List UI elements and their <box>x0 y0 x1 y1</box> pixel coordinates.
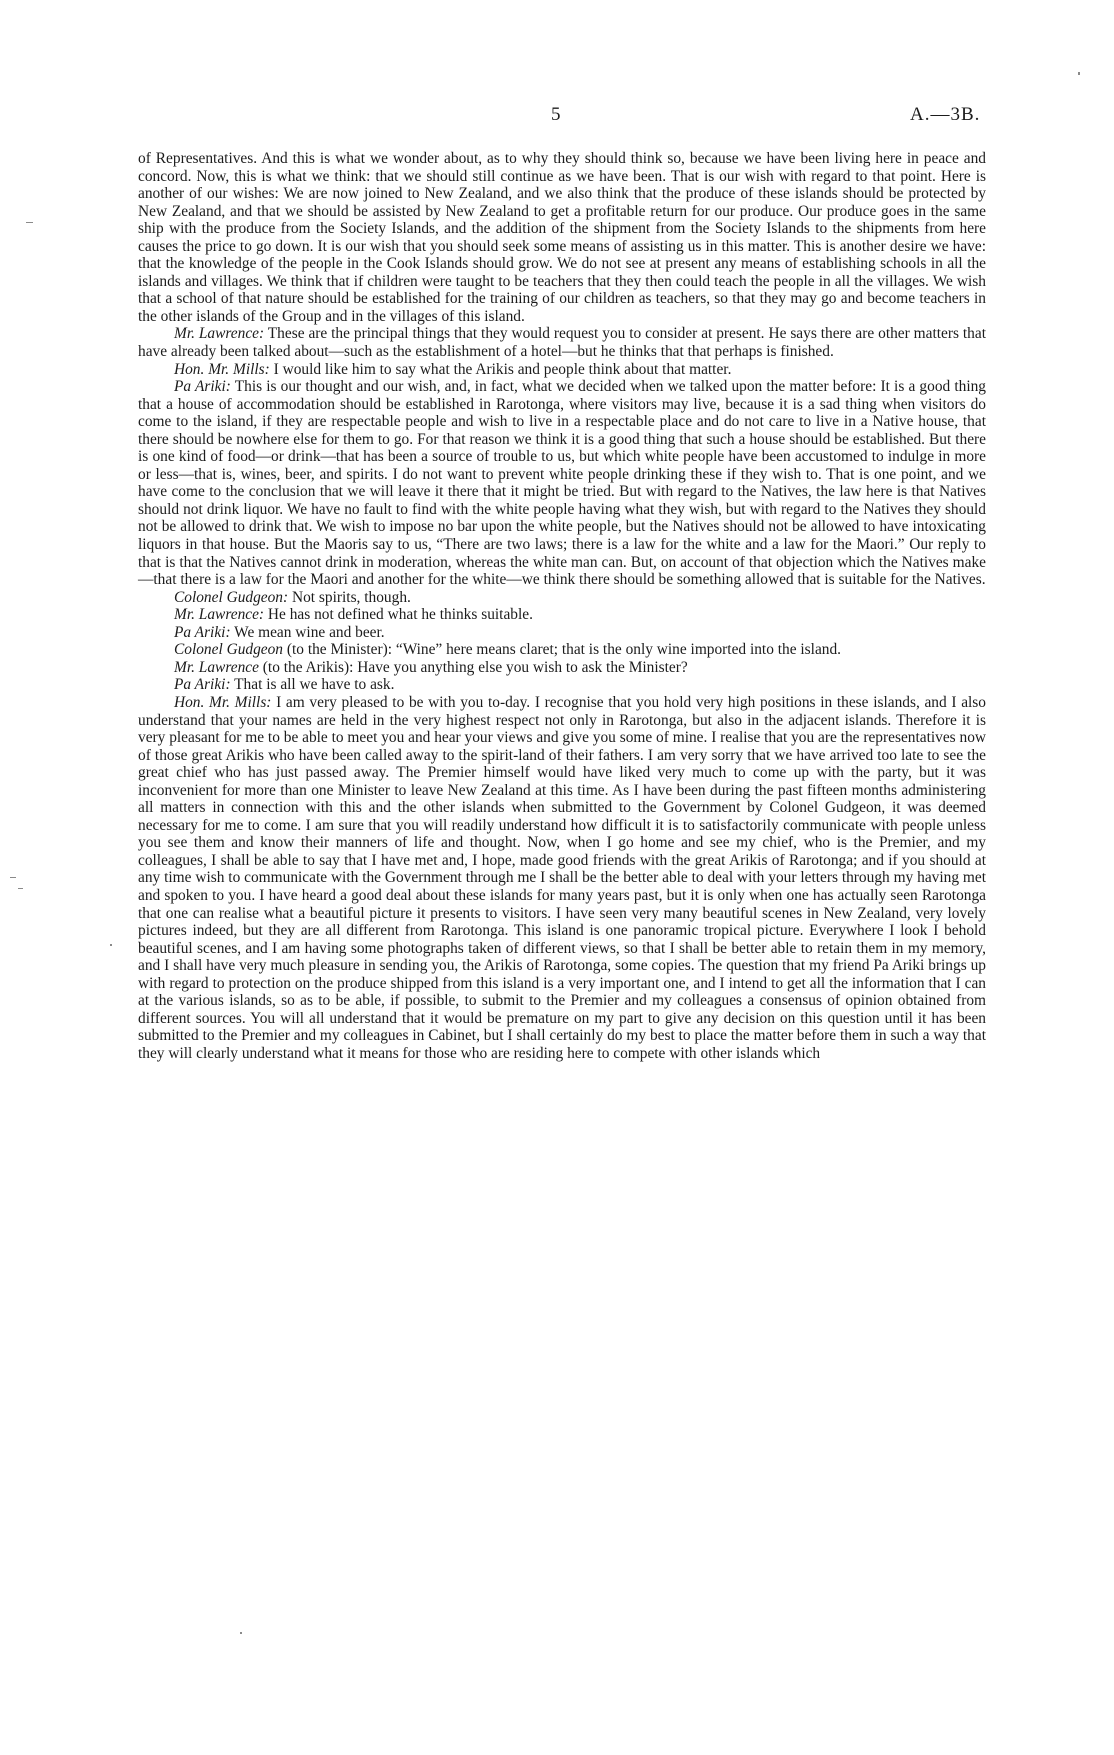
paragraph <box>138 659 986 677</box>
paragraph <box>138 676 986 694</box>
paragraph-text: That is all we have to ask. <box>234 676 395 694</box>
document-reference: A.—3B. <box>910 104 981 125</box>
paragraph <box>138 150 986 325</box>
paragraph <box>138 641 986 659</box>
paragraph-text: He has not defined what he thinks suitable. <box>267 606 533 624</box>
scan-speck <box>110 944 112 946</box>
paragraph <box>138 361 986 379</box>
paragraph <box>138 694 986 1062</box>
speaker-name: Pa Ariki: <box>174 676 231 694</box>
paragraph <box>138 606 986 624</box>
paragraph <box>138 378 986 589</box>
speaker-name: Hon. Mr. Mills: <box>174 360 270 378</box>
speaker-name: Colonel Gudgeon: <box>174 588 289 606</box>
paragraph-text: (to the Arikis): Have you anything else you wish to ask the Minister? <box>262 658 688 676</box>
paragraph-text: of Representatives. And this is what we wonder about, as to why they should think so, because we have been living here in peace and concord. Now, this is what we think: that we should still continue as we have been. That is our wish with regard to that point. Here is another of our wishes: We are now joined to New Zealand, and we also think that the produce of these islands should be protected by New Zealand, and that we should be assisted by New Zealand to get a profitable return for our produce. Our produce goes in the same ship with the produce from the Society Islands, and the addition of the shipment from the Society Islands to the shipments from here causes the price to go down. It is our wish that you should seek some means of assisting us in this matter. This is another desire we have: that the knowledge of the people in the Cook Islands should grow. We do not see at present any means of establishing schools in all the islands and villages. We think that if children were taught to be teachers that they then could teach the people in all the villages. We wish that a school of that nature should be established for the training of our children as teachers, so that they may go and become teachers in the other islands of the Group and in the villages of this island. <box>138 150 986 325</box>
paragraph <box>138 589 986 607</box>
speaker-name: Mr. Lawrence: <box>174 606 265 624</box>
speaker-name: Pa Ariki: <box>174 623 231 641</box>
scan-speck <box>240 1632 242 1634</box>
paragraph-text: We mean wine and beer. <box>234 623 385 641</box>
paragraph-text: These are the principal things that they would request you to consider at present. He says there are other matters that have already been talked about—such as the establishment of a hotel—but he thinks that that perhaps is finished. <box>138 325 986 361</box>
speaker-name: Pa Ariki: <box>174 378 231 396</box>
paragraph <box>138 624 986 642</box>
scan-speck <box>18 888 23 889</box>
speaker-name: Hon. Mr. Mills: <box>174 693 272 711</box>
paragraph-text: Not spirits, though. <box>292 588 411 606</box>
paragraph-text: This is our thought and our wish, and, in fact, what we decided when we talked upon the matter before: It is a good thing that a house of accommodation should be established in Rarotonga, where visitors may live, because it is a sad thing when visitors do come to the island, if they are respectable people and wish to live in a respectable place and do not care to live in a Native house, that there should be nowhere else for them to go. For that reason we think it is a good thing that such a house should be established. But there is one kind of food—or drink—that has been a source of trouble to us, but which white people have been accustomed to indulge in more or less—that is, wines, beer, and spirits. I do not want to prevent white people drinking these if they wish to. That is one point, and we have come to the conclusion that we will leave it there that it might be tried. But with regard to the Natives, the law here is that Natives should not drink liquor. We have no fault to find with the white people having what they wish, but with regard to the Natives they should not be allowed to drink that. We wish to impose no bar upon the white people, but the Natives should not be allowed to have intoxicating liquors in that house. But the Maoris say to us, “There are two laws; there is a law for the white and a law for the Maori.” Our reply to that is that the Natives cannot drink in moderation, whereas the white man can. But, on account of that objection which the Natives make—that there is a law for the Maori and another for the white—we think there should be something allowed that is suitable for the Natives. <box>138 378 986 589</box>
speaker-name: Mr. Lawrence: <box>174 325 265 343</box>
paragraph-text: I am very pleased to be with you to-day. I recognise that you hold very high positions in these islands, and I also understand that your names are held in the very highest respect not only in Rarotonga, but also in the adjacent islands. Therefore it is very pleasant for me to be able to meet you and hear your views and give you some of mine. I realise that you are the representatives now of those great Arikis who have been called away to the spirit-land of their fathers. I am very sorry that we have arrived too late to see the great chief who has just passed away. The Premier himself would have liked very much to come up with the party, but it was inconvenient for more than one Minister to leave New Zealand at this time. As I have been during the past fifteen months administering all matters in connection with this and the other islands when submitted to the Government by Colonel Gudgeon, it was deemed necessary for me to come. I am sure that you will readily understand how difficult it is to satisfactorily communicate with people unless you see them and know their manners of life and thought. Now, when I go home and see my chief, who is the Premier, and my colleagues, I shall be able to say that I have met and, I hope, made good friends with the great Arikis of Rarotonga; and if you should at any time wish to communicate with the Government through me I shall be the better able to deal with your letters through my having met and spoken to you. I have heard a good deal about these islands for many years past, but it is only when one has actually seen Rarotonga that one can realise what a beautiful picture it presents to visitors. I have seen very many beautiful scenes in New Zealand, very lovely pictures indeed, but they are all different from Rarotonga. This island is one panoramic tropical picture. Everywhere I look I behold beautiful scenes, and I am having some photographs taken of different views, so that I shall be better able to retain them in my memory, and I shall have very much pleasure in sending you, the Arikis of Rarotonga, some copies. The question that my friend Pa Ariki brings up with regard to protection on the produce shipped from this island is a very important one, and I intend to get all the information that I can at the various islands, so as to be able, if possible, to submit to the Premier and my colleagues a consensus of opinion obtained from different sources. You will all understand that it would be premature on my part to give any decision on this question until it has been submitted to the Premier and my colleagues in Cabinet, but I shall certainly do my best to place the matter before them in such a way that they will clearly understand what it means for those who are residing here to compete with other islands which <box>138 693 986 1062</box>
paragraph-text: (to the Minister): “Wine” here means claret; that is the only wine imported into the island. <box>286 641 842 659</box>
paragraph <box>138 325 986 360</box>
scan-speck <box>1078 72 1080 75</box>
paragraph-text: I would like him to say what the Arikis and people think about that matter. <box>273 360 732 378</box>
speaker-name: Mr. Lawrence <box>174 658 259 676</box>
page-number: 5 <box>551 104 561 125</box>
speaker-name: Colonel Gudgeon <box>174 641 284 659</box>
body-text <box>138 150 986 1062</box>
scan-speck <box>10 877 16 878</box>
page-header <box>0 104 1114 128</box>
scan-speck <box>26 222 33 223</box>
